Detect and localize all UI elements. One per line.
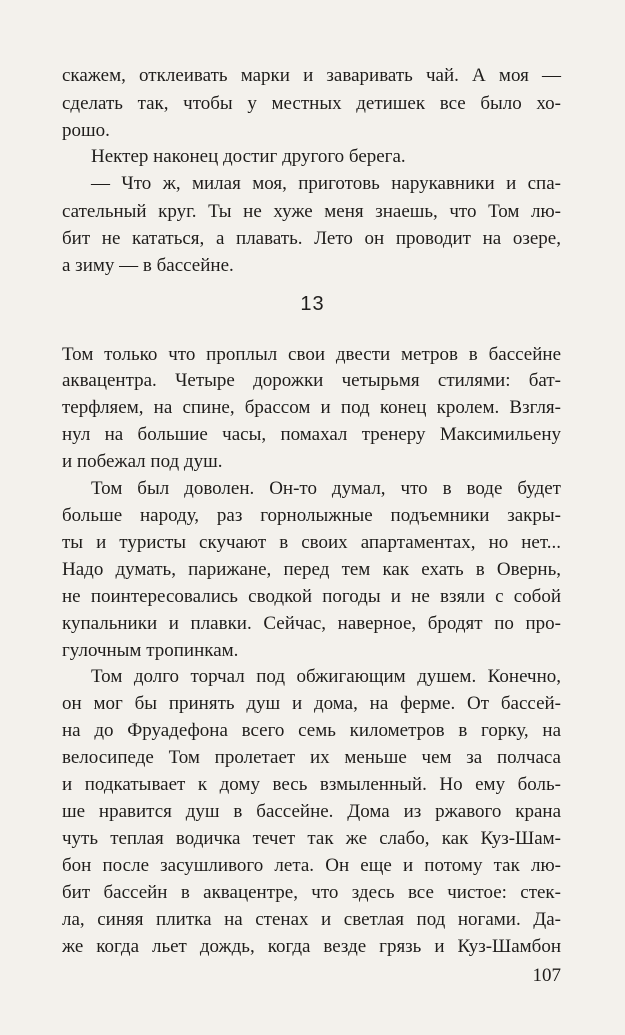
- text-line: и подкатывает к дому весь взмыленный. Но ему боль-: [62, 774, 561, 795]
- text-line: а зиму — в бассейне.: [62, 255, 234, 276]
- chapter-number: 13: [300, 293, 325, 315]
- text-line: он мог бы принять душ и дома, на ферме. От бассей-: [62, 693, 561, 714]
- text-line: Надо думать, парижане, перед тем как ехать в Овернь,: [62, 559, 561, 580]
- text-line: ла, синяя плитка на стенах и светлая под ногами. Да-: [62, 909, 561, 930]
- text-line: Том был доволен. Он-то думал, что в воде будет: [91, 478, 561, 499]
- text-line: Нектер наконец достиг другого берега.: [91, 146, 406, 167]
- text-line: велосипеде Том пролетает их меньше чем за полчаса: [62, 747, 561, 768]
- text-line: на до Фруадефона всего семь километров в горку, на: [62, 720, 561, 741]
- text-line: — Что ж, милая моя, приготовь нарукавники и спа-: [91, 173, 561, 194]
- text-line: купальники и плавки. Сейчас, наверное, бродят по про-: [62, 613, 561, 634]
- text-line: бит не кататься, а плавать. Лето он проводит на озере,: [62, 228, 561, 249]
- text-line: больше народу, раз горнолыжные подъемники закры-: [62, 505, 561, 526]
- text-line: гулочным тропинкам.: [62, 640, 239, 661]
- page-number: 107: [532, 965, 561, 986]
- text-line: нул на большие часы, помахал тренеру Максимильену: [62, 424, 561, 445]
- text-line: бит бассейн в аквацентре, что здесь все чистое: стек-: [62, 882, 561, 903]
- text-line: сательный круг. Ты не хуже меня знаешь, что Том лю-: [62, 201, 561, 222]
- text-line: и побежал под душ.: [62, 451, 223, 472]
- text-line: чуть теплая водичка течет так же слабо, как Куз-Шам-: [62, 828, 561, 849]
- text-line: аквацентра. Четыре дорожки четырьмя стилями: бат-: [62, 370, 561, 391]
- text-line: Том только что проплыл свои двести метров в бассейне: [62, 344, 561, 365]
- text-line: терфляем, на спине, брассом и под конец кролем. Взгля-: [62, 397, 561, 418]
- text-line: не поинтересовались сводкой погоды и не взяли с собой: [62, 586, 561, 607]
- text-line: скажем, отклеивать марки и заваривать чай. А моя —: [62, 65, 561, 86]
- text-line: бон после засушливого лета. Он еще и потому так лю-: [62, 855, 561, 876]
- text-line: ты и туристы скучают в своих апартаментах, но нет...: [62, 532, 561, 553]
- text-line: сделать так, чтобы у местных детишек все было хо-: [62, 93, 561, 114]
- text-line: рошо.: [62, 120, 110, 141]
- text-line: ше нравится душ в бассейне. Дома из ржавого крана: [62, 801, 561, 822]
- text-line: Том долго торчал под обжигающим душем. Конечно,: [91, 666, 561, 687]
- text-line: же когда льет дождь, когда везде грязь и Куз-Шамбон: [62, 936, 561, 957]
